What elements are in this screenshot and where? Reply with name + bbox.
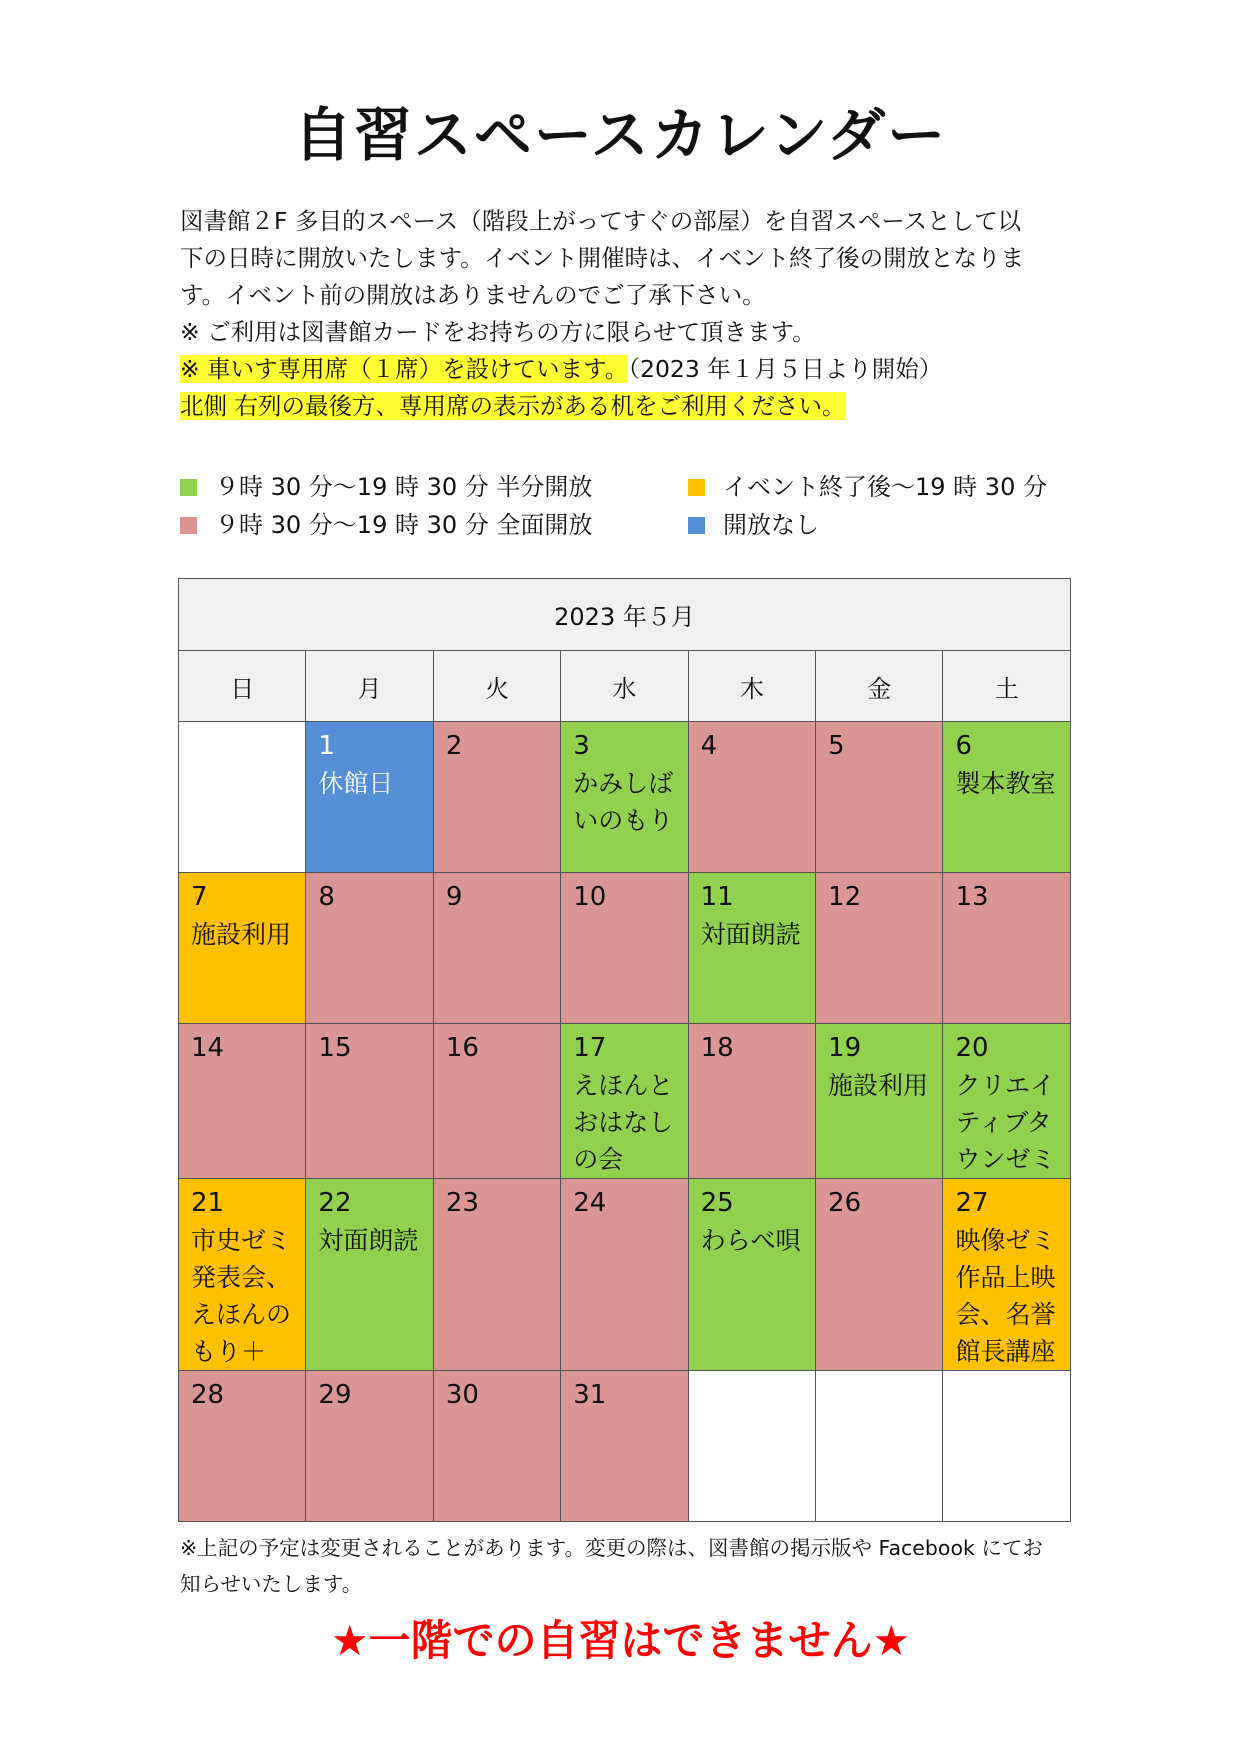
day-number: 28 (191, 1380, 225, 1410)
calendar-day-cell (561, 873, 688, 1024)
day-number: 18 (700, 1033, 734, 1063)
legend-swatch-full (180, 517, 197, 534)
day-number: 19 (828, 1033, 862, 1063)
day-number: 13 (955, 882, 989, 912)
calendar-empty-cell (816, 1371, 943, 1522)
calendar-day-cell (816, 722, 943, 873)
intro-line: ※ ご利用は図書館カードをお持ちの方に限らせて頂きます。 (180, 318, 816, 346)
legend (180, 468, 1080, 544)
calendar-day-cell (561, 1371, 688, 1522)
calendar-week-row (179, 722, 1071, 873)
calendar-day-cell (179, 1024, 306, 1179)
legend-swatch-half (180, 479, 197, 496)
footnote-line: ※上記の予定は変更されることがあります。変更の際は、図書館の掲示版や Facebook にてお (180, 1536, 1043, 1560)
day-number: 16 (445, 1033, 479, 1063)
calendar-day-cell (179, 873, 306, 1024)
weekday-header: 火 (433, 651, 560, 722)
day-number: 31 (573, 1380, 607, 1410)
legend-swatch-closed (688, 517, 705, 534)
day-event-note: 市史ゼミ発表会、えほんのもり＋ (191, 1226, 292, 1366)
weekday-header: 月 (306, 651, 433, 722)
calendar-day-cell (688, 873, 815, 1024)
calendar-day-cell (688, 1024, 815, 1179)
seat-location-highlight: 北側 右列の最後方、専用席の表示がある机をご利用ください。 (180, 392, 846, 420)
page-title: 自習スペースカレンダー (293, 101, 948, 169)
footnote (180, 1530, 1080, 1602)
calendar-day-cell (943, 1179, 1071, 1371)
weekday-header-row (179, 651, 1071, 722)
day-number: 9 (445, 882, 463, 912)
day-number: 14 (191, 1033, 225, 1063)
calendar-day-cell (433, 722, 560, 873)
calendar-day-cell (561, 722, 688, 873)
calendar-week-row (179, 873, 1071, 1024)
calendar-day-cell (688, 722, 815, 873)
intro-text (180, 203, 1080, 425)
day-number: 26 (828, 1188, 862, 1218)
legend-label-event: イベント終了後～19 時 30 分 (723, 473, 1047, 501)
calendar-day-cell (306, 1024, 433, 1179)
day-number: 29 (318, 1380, 352, 1410)
legend-item-full (180, 506, 592, 544)
day-event-note: かみしばいのもり (573, 769, 674, 835)
calendar-day-cell (943, 873, 1071, 1024)
calendar-day-cell (306, 1179, 433, 1371)
day-event-note: 施設利用 (191, 920, 292, 949)
day-number: 27 (955, 1188, 989, 1218)
calendar-day-cell (179, 1179, 306, 1371)
calendar-day-cell (433, 873, 560, 1024)
weekday-header: 日 (179, 651, 306, 722)
day-number: 11 (700, 882, 734, 912)
footnote-line: 知らせいたします。 (180, 1572, 363, 1596)
no-study-first-floor-banner: ★一階での自習はできません★ (330, 1616, 911, 1665)
calendar-day-cell (943, 722, 1071, 873)
calendar-day-cell (816, 1024, 943, 1179)
calendar-week-row (179, 1024, 1071, 1179)
day-number: 6 (955, 731, 972, 761)
wheelchair-notice-highlight: ※ 車いす専用席（１席）を設けています。 (180, 355, 629, 383)
day-number: 4 (700, 731, 718, 761)
weekday-header: 土 (943, 651, 1071, 722)
day-number: 2 (445, 731, 463, 761)
calendar-empty-cell (943, 1371, 1071, 1522)
day-event-note: わらべ唄 (700, 1226, 801, 1255)
day-event-note: 施設利用 (828, 1071, 929, 1100)
day-event-note: 映像ゼミ作品上映会、名誉館長講座 (955, 1226, 1056, 1366)
calendar-day-cell (179, 1371, 306, 1522)
weekday-header: 金 (816, 651, 943, 722)
calendar-day-cell (816, 873, 943, 1024)
day-number: 20 (955, 1033, 989, 1063)
calendar-day-cell (306, 722, 433, 873)
calendar-table (178, 578, 1071, 1522)
day-event-note: 製本教室 (955, 769, 1056, 798)
legend-label-closed: 開放なし (723, 511, 819, 539)
day-event-note: クリエイティブタウンゼミ (955, 1071, 1056, 1174)
day-number: 3 (573, 731, 590, 761)
calendar-day-cell (561, 1024, 688, 1179)
day-event-note: 対面朗読 (700, 920, 801, 949)
weekday-header: 水 (561, 651, 688, 722)
calendar-body (179, 722, 1071, 1522)
intro-line: 下の日時に開放いたします。イベント開催時は、イベント終了後の開放となりま (180, 244, 1025, 272)
calendar-week-row (179, 1179, 1071, 1371)
day-event-note: 対面朗読 (318, 1226, 419, 1255)
legend-swatch-event (688, 479, 705, 496)
legend-item-half (180, 468, 592, 506)
intro-line: す。イベント前の開放はありませんのでご了承下さい。 (180, 281, 766, 309)
calendar-day-cell (306, 873, 433, 1024)
calendar-day-cell (433, 1179, 560, 1371)
intro-line-seat-location (180, 388, 1080, 425)
calendar-day-cell (816, 1179, 943, 1371)
day-event-note: 休館日 (318, 769, 394, 798)
day-event-note: えほんとおはなしの会 (573, 1071, 674, 1174)
calendar-empty-cell (688, 1371, 815, 1522)
intro-line: 図書館２F 多目的スペース（階段上がってすぐの部屋）を自習スペースとして以 (180, 207, 1022, 235)
day-number: 5 (828, 731, 845, 761)
calendar-month-label: 2023 年５月 (179, 579, 1071, 651)
day-number: 25 (700, 1188, 734, 1218)
calendar-day-cell (688, 1179, 815, 1371)
day-number: 17 (573, 1033, 607, 1063)
day-number: 15 (318, 1033, 352, 1063)
calendar-week-row (179, 1371, 1071, 1522)
calendar-day-cell (561, 1179, 688, 1371)
intro-line-wheelchair (180, 351, 1080, 388)
day-number: 10 (573, 882, 607, 912)
day-number: 22 (318, 1188, 352, 1218)
calendar-day-cell (433, 1024, 560, 1179)
legend-label-half: ９時 30 分～19 時 30 分 半分開放 (215, 473, 593, 501)
calendar-empty-cell (179, 722, 306, 873)
day-number: 24 (573, 1188, 607, 1218)
day-number: 8 (318, 882, 335, 912)
day-number: 1 (318, 731, 335, 761)
calendar-day-cell (433, 1371, 560, 1522)
wheelchair-start-date: （2023 年１月５日より開始） (628, 355, 943, 383)
legend-item-event (688, 468, 1047, 506)
calendar-day-cell (306, 1371, 433, 1522)
day-number: 21 (191, 1188, 225, 1218)
legend-label-full: ９時 30 分～19 時 30 分 全面開放 (215, 511, 593, 539)
day-number: 12 (828, 882, 862, 912)
day-number: 30 (445, 1380, 479, 1410)
legend-item-closed (688, 506, 819, 544)
weekday-header: 木 (688, 651, 815, 722)
day-number: 23 (445, 1188, 479, 1218)
calendar-day-cell (943, 1024, 1071, 1179)
day-number: 7 (191, 882, 208, 912)
